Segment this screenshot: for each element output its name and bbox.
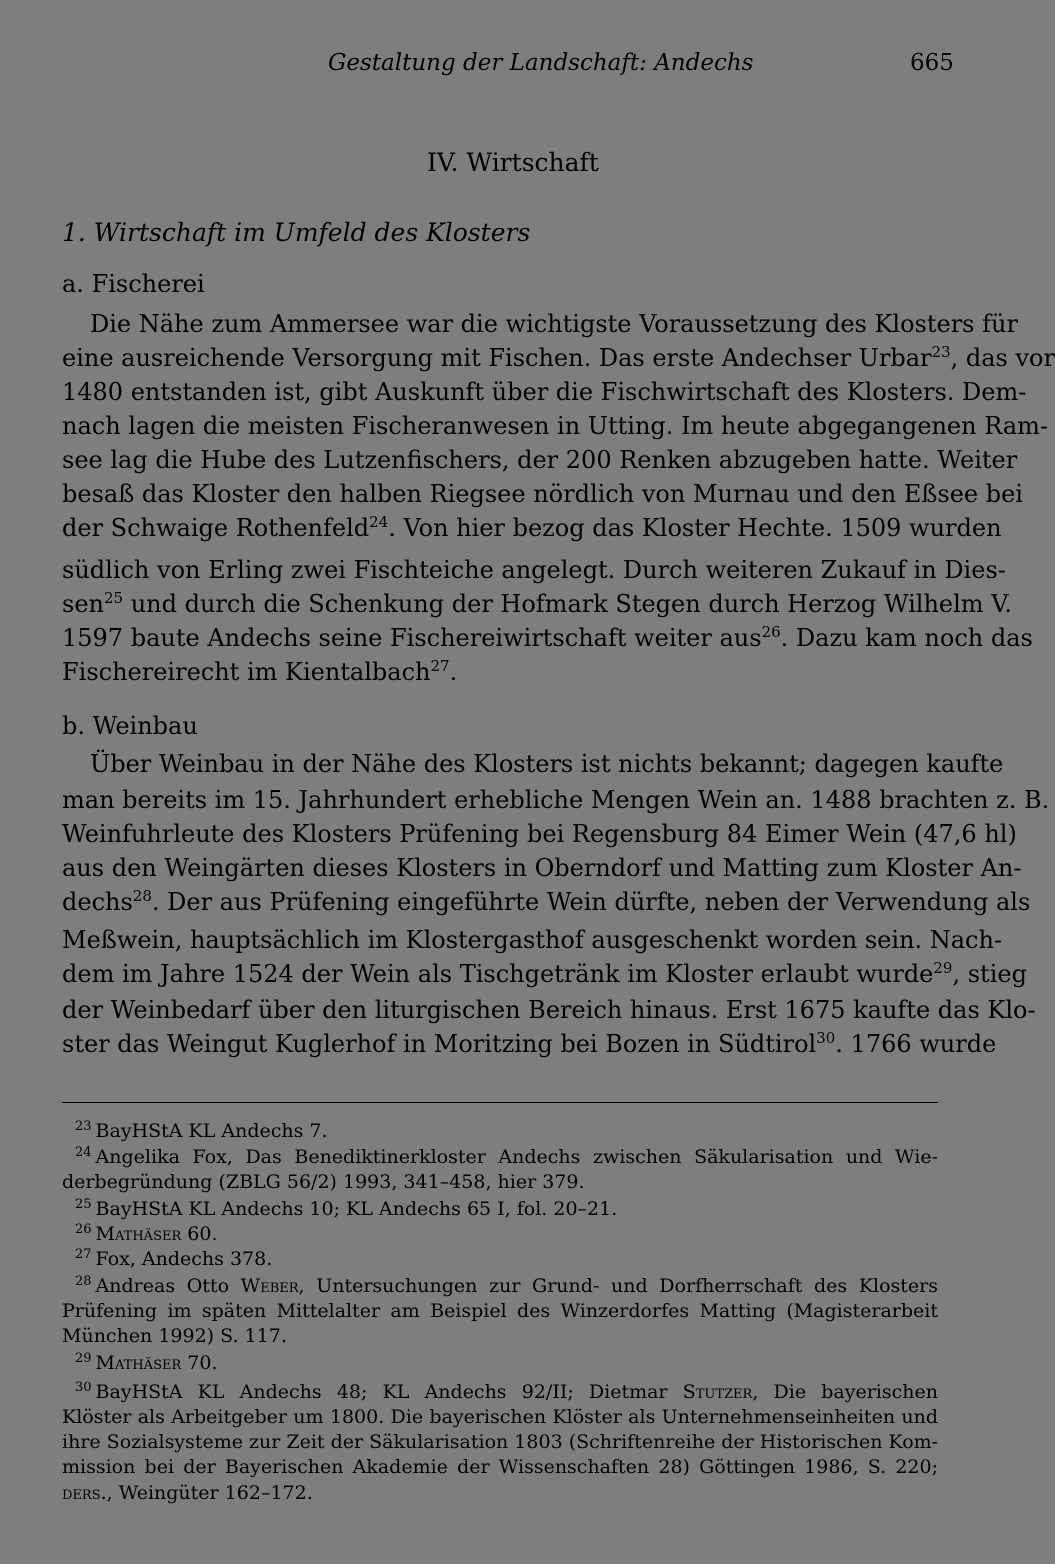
footnote-line: München 1992) S. 117. bbox=[62, 1325, 287, 1347]
footnote-separator bbox=[62, 1102, 938, 1103]
author-name: Mathäser bbox=[95, 1352, 182, 1374]
footnote-number: 23 bbox=[75, 1119, 92, 1134]
subsection-heading-weinbau: b. Weinbau bbox=[62, 712, 198, 740]
author-name: Mathäser bbox=[95, 1223, 182, 1245]
body-line: dem im Jahre 1524 der Wein als Tischgetränk im Kloster erlaubt wurde$^{29}$, stieg bbox=[62, 959, 1027, 988]
footnote: $^{26}$ Mathäser 60. bbox=[75, 1222, 218, 1245]
footnote: $^{25}$ BayHStA KL Andechs 10; KL Andechs 65 I, fol. 20–21. bbox=[75, 1197, 618, 1220]
footnote-line: ihre Sozialsysteme zur Zeit der Säkularisation 1803 (Schriftenreihe der Historischen Kom- bbox=[62, 1431, 939, 1453]
footnote-line: mission bei der Bayerischen Akademie der Wissenschaften 28) Göttingen 1986, S. 220; bbox=[62, 1456, 938, 1478]
footnote-number: 24 bbox=[75, 1145, 92, 1160]
body-line: eine ausreichende Versorgung mit Fischen. Das erste Andechser Urbar$^{23}$, das vor bbox=[62, 343, 1055, 372]
footnote-ref: 23 bbox=[931, 343, 951, 361]
footnote-number: 30 bbox=[75, 1380, 92, 1395]
body-line: Meßwein, hauptsächlich im Klostergasthof ausgeschenkt worden sein. Nach- bbox=[62, 926, 1003, 954]
body-line: Über Weinbau in der Nähe des Klosters ist nichts bekannt; dagegen kaufte bbox=[90, 750, 1004, 778]
footnote-ref: 24 bbox=[369, 513, 389, 531]
footnote-ref: 30 bbox=[816, 1029, 836, 1047]
footnote-number: 27 bbox=[75, 1247, 92, 1262]
footnote-ref: 28 bbox=[132, 887, 152, 905]
footnote-ref: 26 bbox=[761, 623, 781, 641]
subsection-heading-fischerei: a. Fischerei bbox=[62, 270, 205, 298]
body-line: der Schwaige Rothenfeld$^{24}$. Von hier bezog das Kloster Hechte. 1509 wurden bbox=[62, 513, 1002, 542]
section-heading: 1. Wirtschaft im Umfeld des Klosters bbox=[62, 218, 531, 247]
body-line: Die Nähe zum Ammersee war die wichtigste Voraussetzung des Klosters für bbox=[90, 310, 1018, 338]
footnote-line: Klöster als Arbeitgeber um 1800. Die bayerischen Klöster als Unternehmenseinheiten und bbox=[62, 1406, 938, 1428]
footnote: $^{23}$ BayHStA KL Andechs 7. bbox=[75, 1119, 328, 1142]
footnote-line: Prüfening im späten Mittelalter am Beispiel des Winzerdorfes Matting (Magisterarbeit bbox=[62, 1300, 938, 1322]
body-line: aus den Weingärten dieses Klosters in Oberndorf und Matting zum Kloster An- bbox=[62, 854, 1022, 882]
chapter-heading: IV. Wirtschaft bbox=[427, 148, 599, 177]
body-line: dechs$^{28}$. Der aus Prüfening eingeführte Wein dürfte, neben der Verwendung als bbox=[62, 887, 1031, 916]
footnote: $^{29}$ Mathäser 70. bbox=[75, 1351, 218, 1374]
footnote: $^{28}$ Andreas Otto Weber, Untersuchungen zur Grund- und Dorfherrschaft des Klosters bbox=[75, 1274, 939, 1297]
footnote-ref: 29 bbox=[933, 959, 953, 977]
author-name: Stutzer bbox=[682, 1381, 753, 1403]
body-line: 1480 entstanden ist, gibt Auskunft über die Fischwirtschaft des Klosters. Dem- bbox=[62, 378, 1027, 406]
footnote: $^{24}$ Angelika Fox, Das Benediktinerkloster Andechs zwischen Säkularisation und Wie- bbox=[75, 1145, 938, 1168]
author-name: Weber bbox=[240, 1275, 299, 1297]
author-name: ders. bbox=[62, 1482, 107, 1504]
running-header-title: Gestaltung der Landschaft: Andechs bbox=[328, 50, 754, 76]
page-number: 665 bbox=[910, 50, 954, 76]
footnote-number: 28 bbox=[75, 1274, 92, 1289]
body-line: besaß das Kloster den halben Riegsee nördlich von Murnau und den Eßsee bei bbox=[62, 480, 1023, 508]
body-line: südlich von Erling zwei Fischteiche angelegt. Durch weiteren Zukauf in Dies- bbox=[62, 556, 1006, 584]
footnote-ref: 27 bbox=[430, 657, 450, 675]
footnote: $^{30}$ BayHStA KL Andechs 48; KL Andechs 92/II; Dietmar Stutzer, Die bayerischen bbox=[75, 1380, 938, 1403]
footnote-number: 25 bbox=[75, 1197, 92, 1212]
body-line: ster das Weingut Kuglerhof in Moritzing bei Bozen in Südtirol$^{30}$. 1766 wurde bbox=[62, 1029, 997, 1058]
body-line: sen$^{25}$ und durch die Schenkung der Hofmark Stegen durch Herzog Wilhelm V. bbox=[62, 589, 1012, 618]
body-line: nach lagen die meisten Fischeranwesen in Utting. Im heute abgegangenen Ram- bbox=[62, 412, 1048, 440]
footnote-number: 26 bbox=[75, 1222, 92, 1237]
footnote-number: 29 bbox=[75, 1351, 92, 1366]
body-line: der Weinbedarf über den liturgischen Bereich hinaus. Erst 1675 kaufte das Klo- bbox=[62, 996, 1036, 1024]
body-line: Weinfuhrleute des Klosters Prüfening bei Regensburg 84 Eimer Wein (47,6 hl) bbox=[62, 820, 1017, 848]
footnote-ref: 25 bbox=[103, 589, 124, 607]
body-line: Fischereirecht im Kientalbach$^{27}$. bbox=[62, 657, 458, 686]
footnote-line: derbegründung (ZBLG 56/2) 1993, 341–458, hier 379. bbox=[62, 1171, 585, 1193]
footnote-line: ders., Weingüter 162–172. bbox=[62, 1482, 313, 1504]
body-line: 1597 baute Andechs seine Fischereiwirtschaft weiter aus$^{26}$. Dazu kam noch das bbox=[62, 623, 1033, 652]
body-line: see lag die Hube des Lutzenfischers, der 200 Renken abzugeben hatte. Weiter bbox=[62, 446, 1018, 474]
body-line: man bereits im 15. Jahrhundert erhebliche Mengen Wein an. 1488 brachten z. B. bbox=[62, 786, 1050, 814]
footnote: $^{27}$ Fox, Andechs 378. bbox=[75, 1247, 273, 1270]
